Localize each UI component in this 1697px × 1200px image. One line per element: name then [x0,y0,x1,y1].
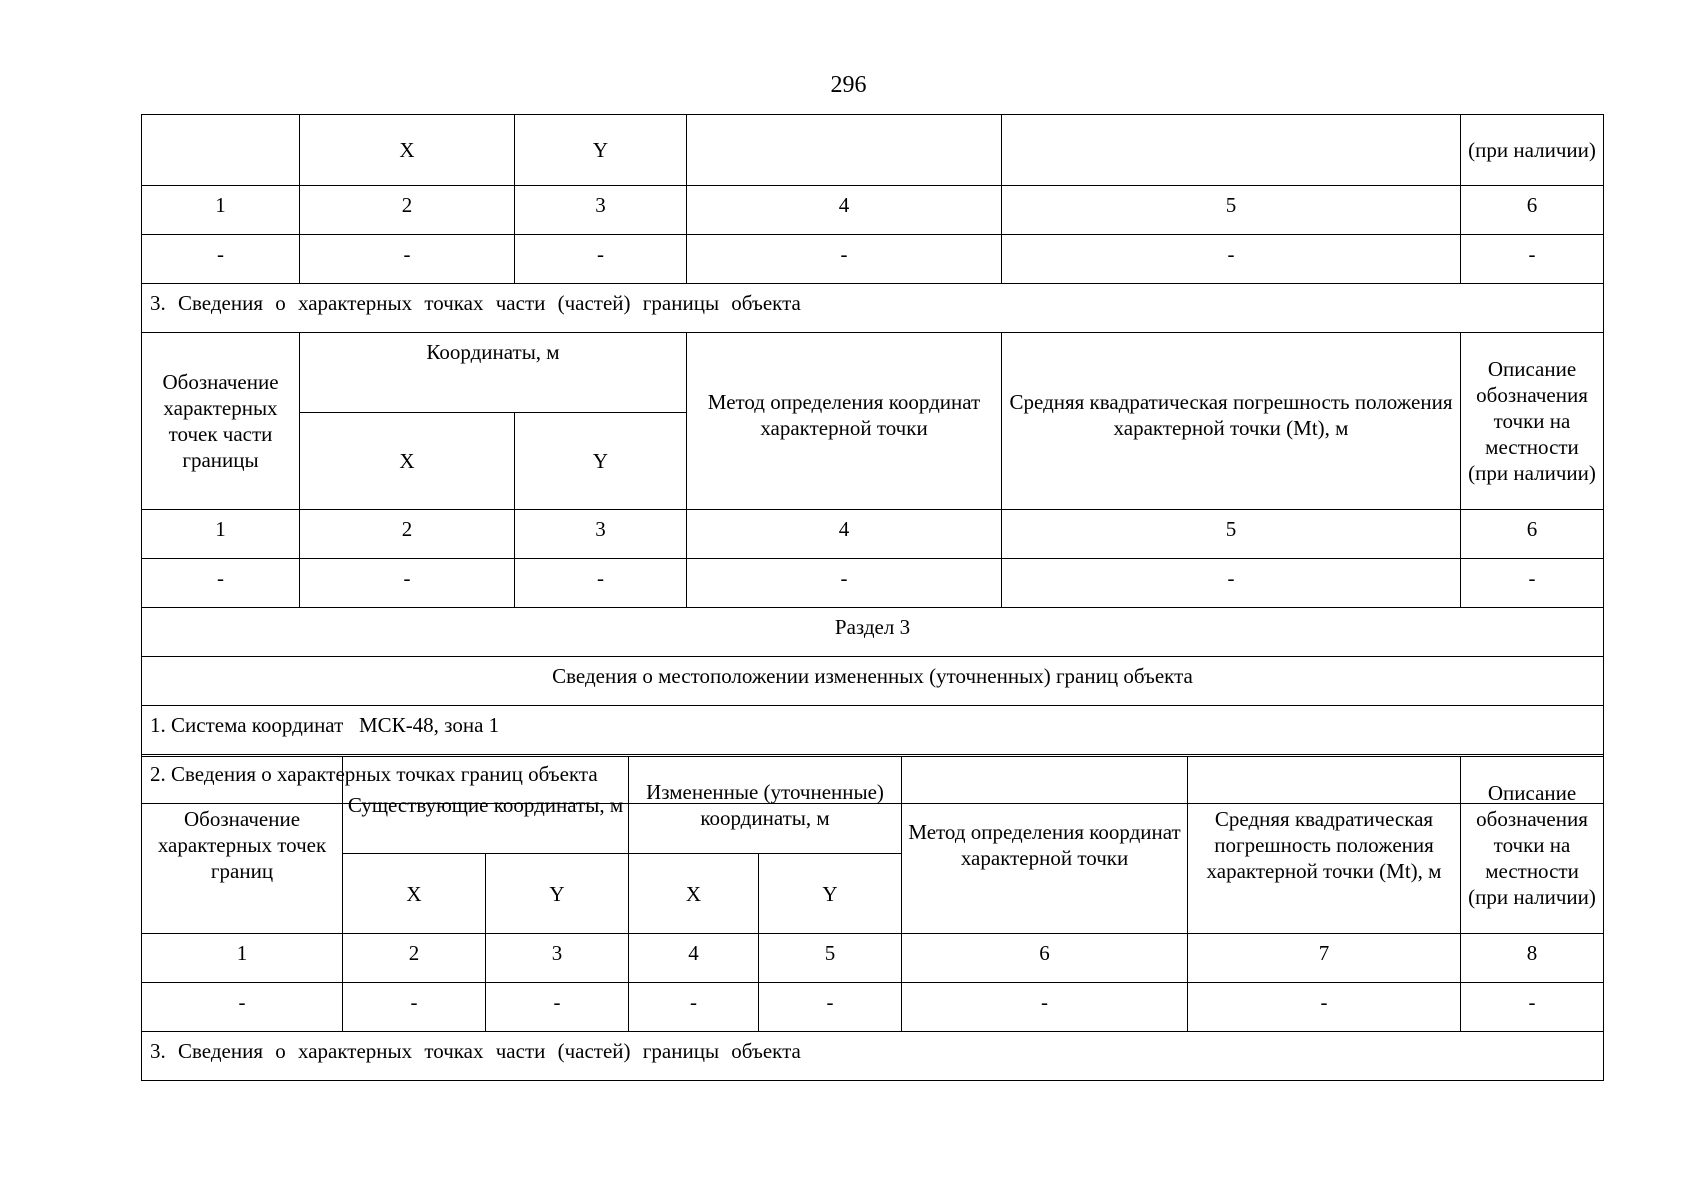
table-cell: - [486,983,629,1032]
header-x: X [343,854,486,934]
header-cell-empty [1002,115,1461,186]
header-y: Y [515,115,687,186]
header-accuracy: Средняя квадратическая погрешность положения характерной точки (Mt), м [1188,757,1461,934]
column-number: 7 [1188,934,1461,983]
column-numbers-row [142,934,1604,983]
header-x: X [629,854,759,934]
table-cell: - [1002,559,1461,608]
column-number: 1 [142,934,343,983]
coord-system-row [142,706,1604,755]
razdel-title: Сведения о местоположении измененных (уточненных) границ объекта [142,657,1604,706]
header-existing-coordinates: Существующие координаты, м [343,757,629,854]
razdel-title-row [142,657,1604,706]
section-3-title: 3. Сведения о характерных точках части (частей) границы объекта [142,1032,1604,1081]
points-title: 2. Сведения о характерных точках границ объекта [142,755,1604,804]
header-designation: Обозначение характерных точек границ [142,757,343,934]
header-accuracy: Средняя квадратическая погрешность положения характерной точки (Mt), м [1002,333,1461,510]
table-cell: - [515,559,687,608]
column-number: 2 [343,934,486,983]
table-row [142,559,1604,608]
table-cell: - [902,983,1188,1032]
table-cell: - [687,559,1002,608]
table-row [142,235,1604,284]
table-cell: - [1461,235,1604,284]
header-coordinates: Координаты, м [300,333,687,413]
coord-system: 1. Система координат МСК-48, зона 1 [142,706,1604,755]
header-method: Метод определения координат характерной точки [687,333,1002,510]
column-number: 6 [902,934,1188,983]
razdel-heading: Раздел 3 [142,608,1604,657]
page-number: 296 [830,72,867,98]
table-changed-boundaries [141,756,1604,1081]
table-cell: - [343,983,486,1032]
column-number: 1 [142,510,300,559]
table-cell: - [515,235,687,284]
table-continuation-header-row [142,115,1604,186]
column-number: 4 [687,186,1002,235]
table-cell: - [300,235,515,284]
table-cell: - [1002,235,1461,284]
header-changed-coordinates: Измененные (уточненные) координаты, м [629,757,902,854]
table-cell: - [142,983,343,1032]
table-cell: - [1461,559,1604,608]
table-cell: - [300,559,515,608]
table-cell: - [687,235,1002,284]
column-number: 2 [300,510,515,559]
section-3-title: 3. Сведения о характерных точках части (частей) границы объекта [142,284,1604,333]
column-number: 6 [1461,510,1604,559]
table-cell: - [1188,983,1461,1032]
header-row [142,333,1604,413]
header-y: Y [486,854,629,934]
table-cell: - [142,559,300,608]
header-x: X [300,413,515,510]
header-y: Y [515,413,687,510]
table-cell: - [142,235,300,284]
section-title-row [142,1032,1604,1081]
column-number: 3 [515,510,687,559]
table-cell: - [1461,983,1604,1032]
column-number: 4 [687,510,1002,559]
header-cell-empty [687,115,1002,186]
table-cell: - [629,983,759,1032]
column-numbers-row [142,510,1604,559]
column-number: 3 [486,934,629,983]
column-number: 6 [1461,186,1604,235]
header-remark: (при наличии) [1461,115,1604,186]
header-y: Y [759,854,902,934]
header-description: Описание обозначения точки на местности (при наличии) [1461,333,1604,510]
table-section-2-continuation [141,114,1604,804]
table-row [142,983,1604,1032]
header-designation: Обозначение характерных точек части границы [142,333,300,510]
header-method: Метод определения координат характерной точки [902,757,1188,934]
column-number: 5 [1002,186,1461,235]
column-number: 8 [1461,934,1604,983]
column-numbers-row [142,186,1604,235]
column-number: 5 [759,934,902,983]
column-number: 1 [142,186,300,235]
header-cell-empty [142,115,300,186]
table-cell: - [759,983,902,1032]
column-number: 2 [300,186,515,235]
razdel-row [142,608,1604,657]
header-x: X [300,115,515,186]
section-title-row [142,284,1604,333]
header-row [142,757,1604,854]
column-number: 5 [1002,510,1461,559]
header-description: Описание обозначения точки на местности (при наличии) [1461,757,1604,934]
column-number: 3 [515,186,687,235]
column-number: 4 [629,934,759,983]
